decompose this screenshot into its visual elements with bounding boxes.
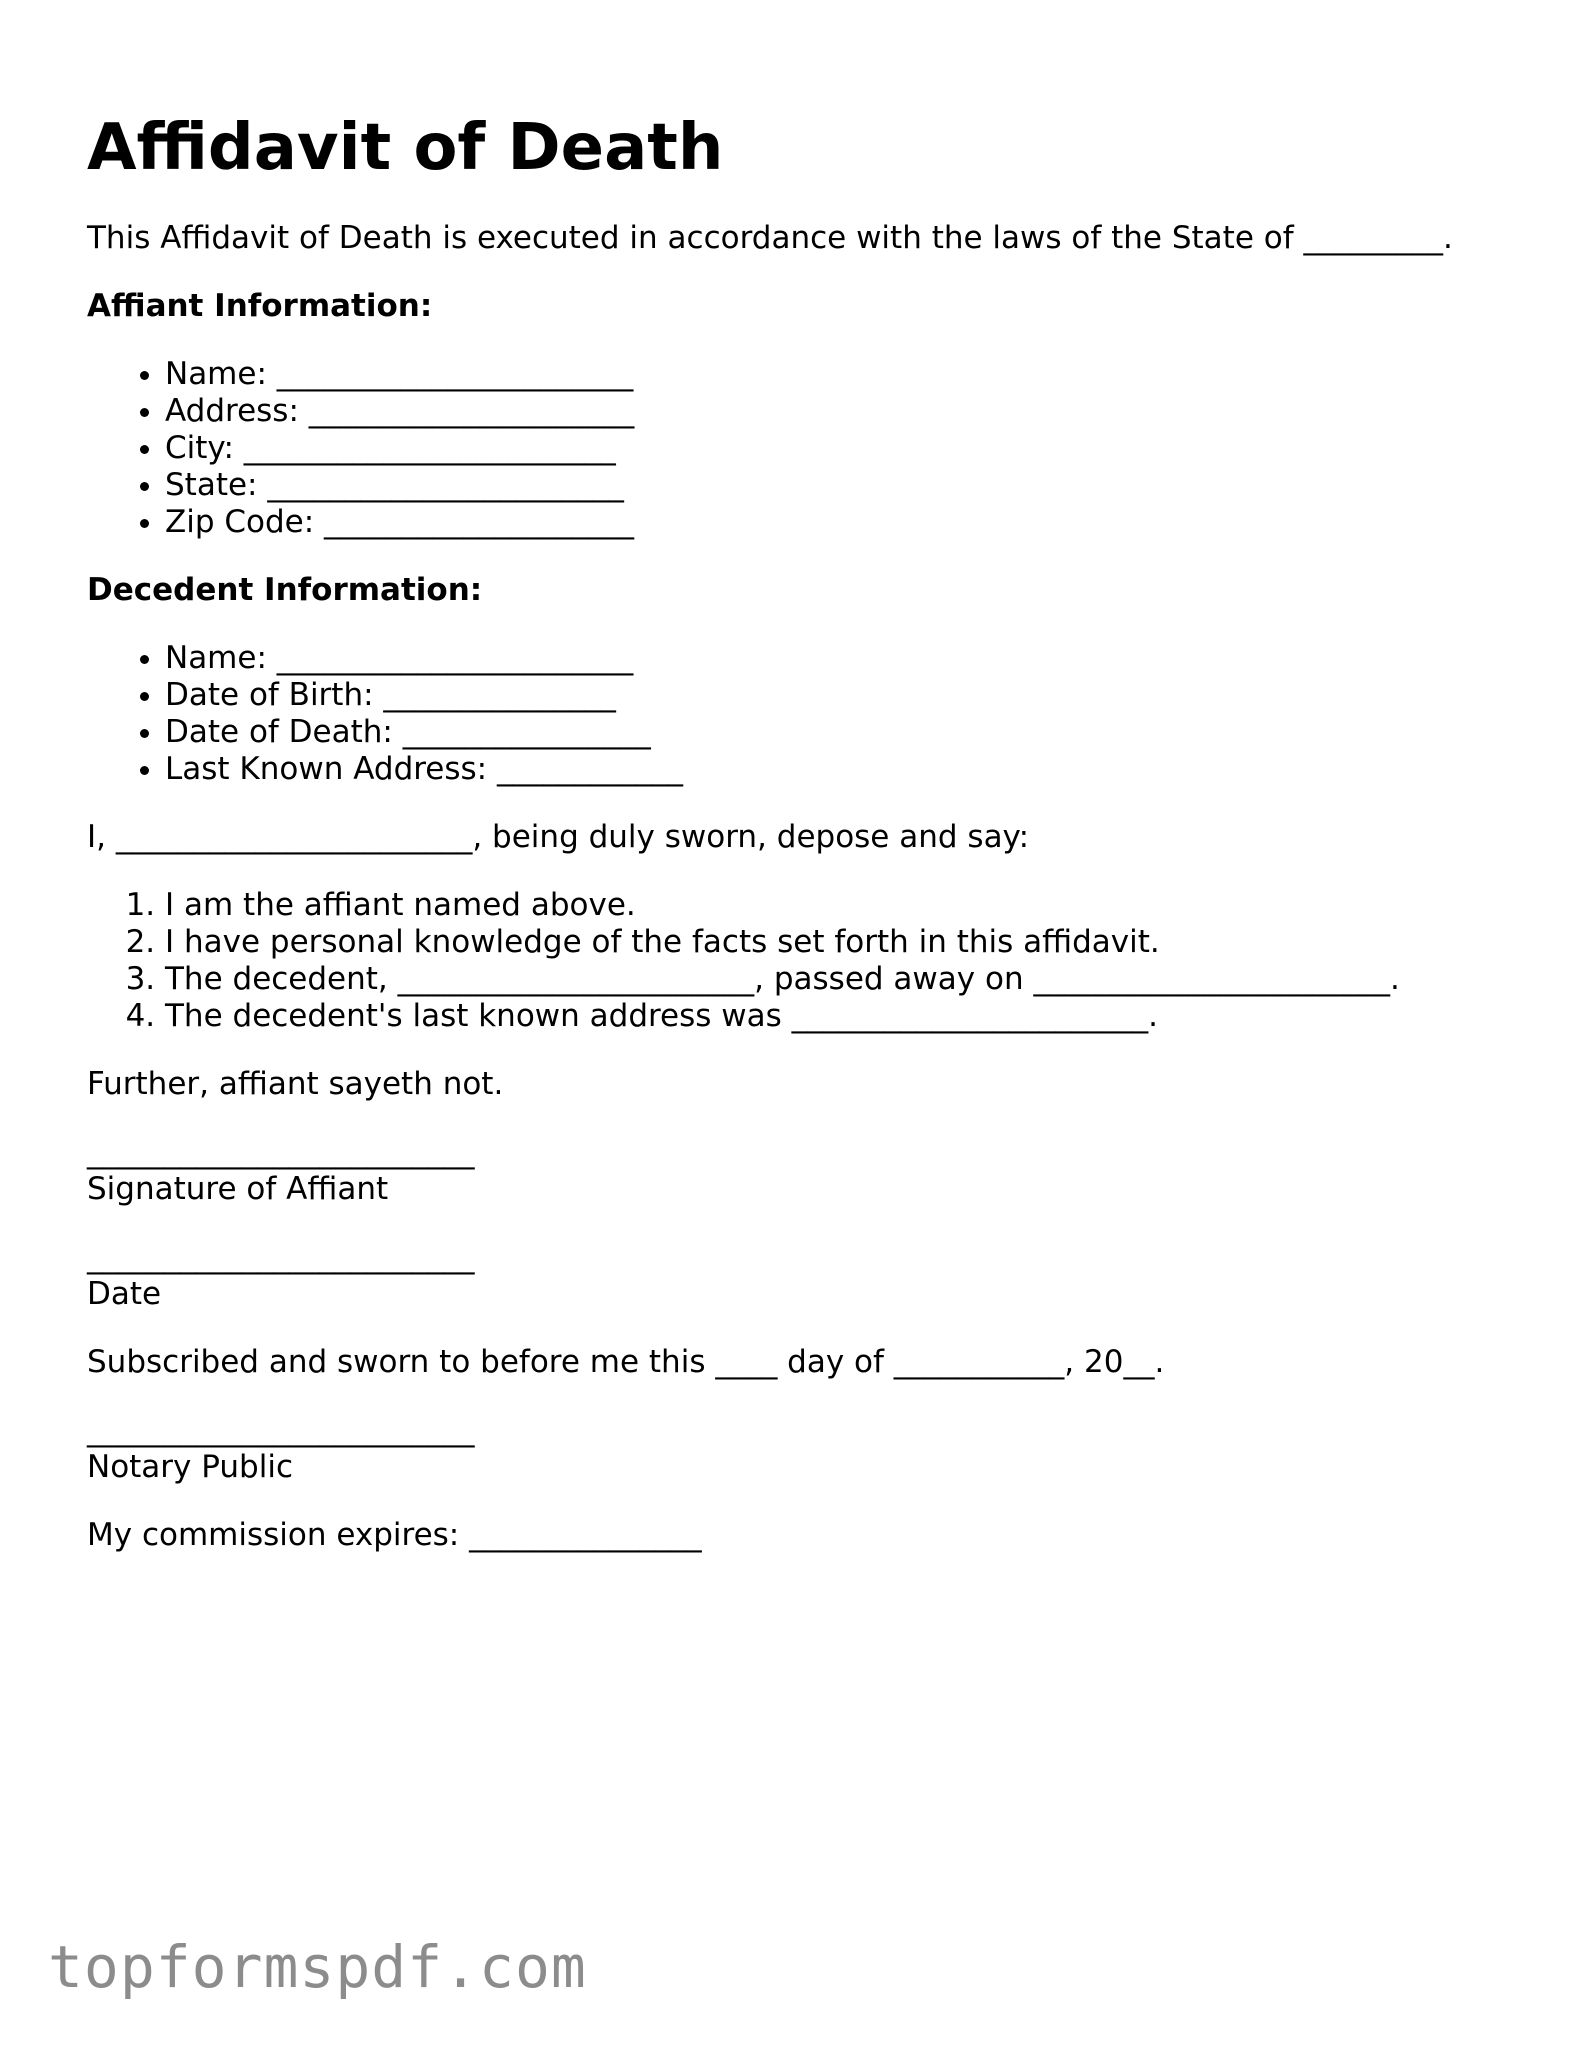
date-signature-block	[87, 1239, 1507, 1313]
statement-item: 1. I am the affiant named above.	[165, 887, 1507, 924]
closing-paragraph: Further, affiant sayeth not.	[87, 1066, 504, 1102]
affiant-name-item: • Name: _______________________	[165, 356, 1507, 393]
statement-item: 4. The decedent's last known address was _______________________.	[165, 998, 1507, 1035]
affiant-signature-line: _________________________	[87, 1134, 475, 1170]
sworn-paragraph: Subscribed and sworn to before me this ____ day of ___________, 20__.	[87, 1344, 1165, 1380]
document-title: Affidavit of Death	[87, 111, 724, 185]
affiant-zip-item: • Zip Code: ____________________	[165, 504, 1507, 541]
date-signature-line: _________________________	[87, 1239, 475, 1275]
commission-paragraph: My commission expires: _______________	[87, 1517, 702, 1553]
affiant-city-item: • City: ________________________	[165, 430, 1507, 467]
statements-list	[87, 887, 1507, 1035]
statement-item: 2. I have personal knowledge of the facts set forth in this affidavit.	[165, 924, 1507, 961]
document-page	[87, 108, 1507, 1585]
affiant-state-item: • State: _______________________	[165, 467, 1507, 504]
affiant-signature-block	[87, 1134, 1507, 1208]
affiant-signature-label: Signature of Affiant	[87, 1171, 389, 1207]
intro-paragraph: This Affidavit of Death is executed in accordance with the laws of the State of _________.	[87, 220, 1453, 256]
notary-signature-block	[87, 1412, 1507, 1486]
decedent-birth-item: • Date of Birth: _______________	[165, 677, 1507, 714]
affiant-address-item: • Address: _____________________	[165, 393, 1507, 430]
watermark-text: topformspdf.com	[48, 1933, 587, 2001]
decedent-death-item: • Date of Death: ________________	[165, 714, 1507, 751]
affiant-heading: Affiant Information:	[87, 288, 433, 324]
decedent-heading: Decedent Information:	[87, 572, 483, 608]
decedent-list	[87, 640, 1507, 788]
affiant-list	[87, 356, 1507, 541]
notary-signature-line: _________________________	[87, 1412, 475, 1448]
oath-paragraph: I, _______________________, being duly sworn, depose and say:	[87, 819, 1030, 855]
decedent-address-item: • Last Known Address: ____________	[165, 751, 1507, 788]
statement-item: 3. The decedent, _______________________, passed away on _______________________.	[165, 961, 1507, 998]
date-signature-label: Date	[87, 1276, 162, 1312]
notary-signature-label: Notary Public	[87, 1449, 293, 1485]
decedent-name-item: • Name: _______________________	[165, 640, 1507, 677]
